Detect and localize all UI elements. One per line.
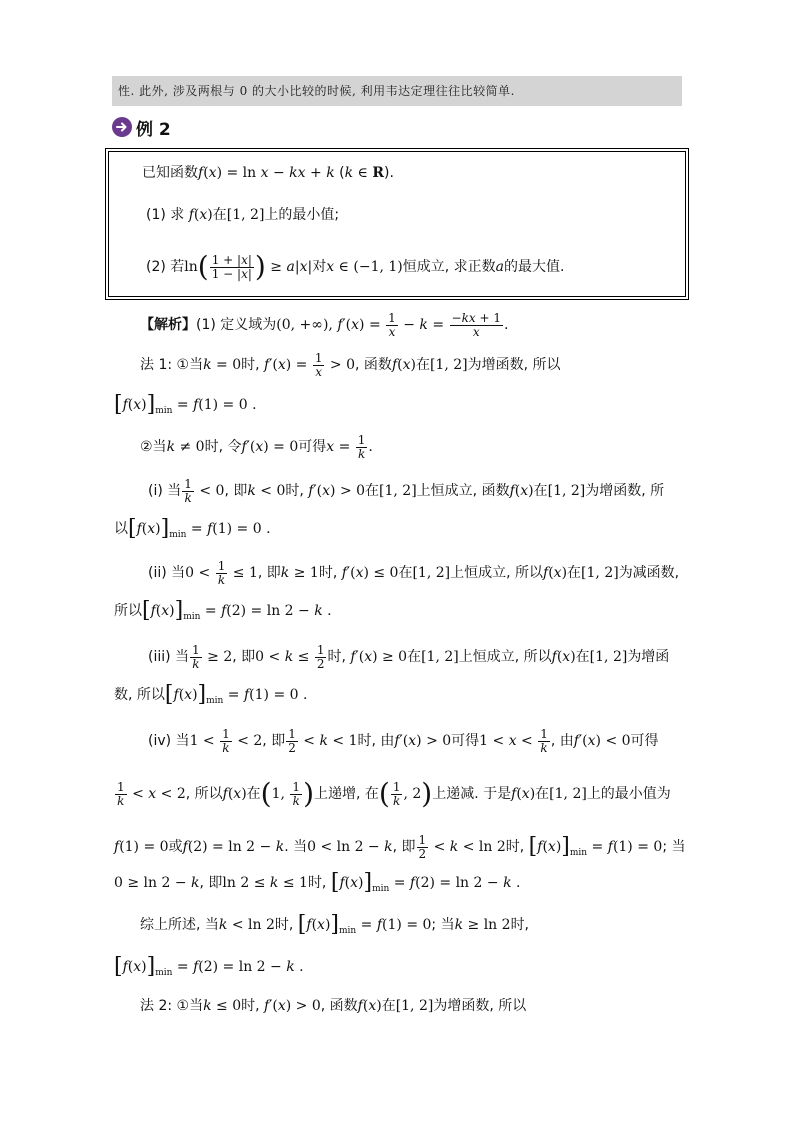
case-iii-line: (iii) 当 $\frac{1}{k}$ ≥ 2, 即0 < k ≤ $\frac{1}{2}$ 时, f′(x) ≥ 0在[1, 2]上恒成立, 所以f(x)在[1, 2]为增函 [148, 643, 670, 671]
case-iv-line-3: f(1) = 0或f(2) = ln 2 − k. 当0 < ln 2 − k, 即 $\frac{1}{2}$ < k < ln 2时, $[f(x)]_{min} = f(1) = 0$; 当 [114, 833, 686, 861]
header-note-bar [112, 76, 682, 106]
example-heading [112, 114, 171, 140]
method2-line: 法 2: ①当k ≤ 0时, f′(x) > 0, 函数f(x)在[1, 2]为增函数, 所以 [140, 998, 527, 1014]
method1-line: 法 1: ①当k = 0时, f′(x) = $\frac{1}{x}$ > 0, 函数f(x)在[1, 2]为增函数, 所以 [140, 351, 561, 379]
case-iii-result: 数, 所以$[f(x)]_{min} = f(1) = 0$ . [114, 682, 308, 707]
method1-result: $[f(x)]_{min} = f(1) = 0$ . [114, 392, 257, 417]
case-i-result: 以$[f(x)]_{min} = f(1) = 0$ . [114, 516, 271, 541]
solution-domain-line: 【解析】(1) 定义域为(0, +∞), f′(x) = $\frac{1}{x}$ − k = $\frac{-kx + 1}{x}$ . [140, 311, 509, 339]
question-1: (1) 求 f(x)在[1, 2]上的最小值; [146, 207, 340, 223]
arrow-right-circle-icon [112, 117, 132, 137]
problem-box [105, 148, 689, 300]
case-i-line: (i) 当 $\frac{1}{k}$ < 0, 即k < 0时, f′(x) > 0在[1, 2]上恒成立, 函数f(x)在[1, 2]为增函数, 所 [148, 477, 665, 505]
case-iv-line: (iv) 当1 < $\frac{1}{k}$ < 2, 即 $\frac{1}{2}$ < k < 1时, 由f′(x) > 0可得1 < x < $\frac{1}{k}$ , 由f′(x) < 0可得 [148, 727, 659, 755]
case2-line: ②当k ≠ 0时, 令f′(x) = 0可得x = $\frac{1}{k}$ . [140, 433, 373, 461]
summary-line: 综上所述, 当k < ln 2时, $[f(x)]_{min} = f(1) = 0$; 当k ≥ ln 2时, [140, 912, 530, 937]
problem-intro-line: 已知函数f(x) = ln x − kx + k (k ∈ R). [142, 165, 394, 181]
question-2: (2) 若ln( $\frac{1 + |x|}{1 - |x|}$ ) ≥ a|x|对x ∈ (−1, 1)恒成立, 求正数a的最大值. [146, 250, 565, 283]
case-iv-line-2: $\frac{1}{k}$ < x < 2, 所以f(x)在(1, $\frac{1}{k}$ )上递增, 在( $\frac{1}{k}$ , 2)上递减. 于是f(x)在[1, 2]上的最小值为 [117, 777, 671, 810]
example-title: 例 2 [136, 119, 171, 140]
header-note-text: 性. 此外, 涉及两根与 0 的大小比较的时候, 利用韦达定理往往比较简单. [118, 84, 515, 98]
case-ii-line: (ii) 当0 < $\frac{1}{k}$ ≤ 1, 即k ≥ 1时, f′(x) ≤ 0在[1, 2]上恒成立, 所以f(x)在[1, 2]为减函数, [148, 559, 680, 587]
case-iv-line-4: 0 ≥ ln 2 − k, 即ln 2 ≤ k ≤ 1时, $[f(x)]_{min} = f(2) = \ln 2 - k$ . [114, 870, 521, 895]
problem-intro: 已知函数 [142, 165, 198, 181]
case-ii-result: 所以$[f(x)]_{min} = f(2) = \ln 2 - k$ . [114, 598, 332, 623]
summary-result: $[f(x)]_{min} = f(2) = \ln 2 - k$ . [114, 954, 304, 979]
